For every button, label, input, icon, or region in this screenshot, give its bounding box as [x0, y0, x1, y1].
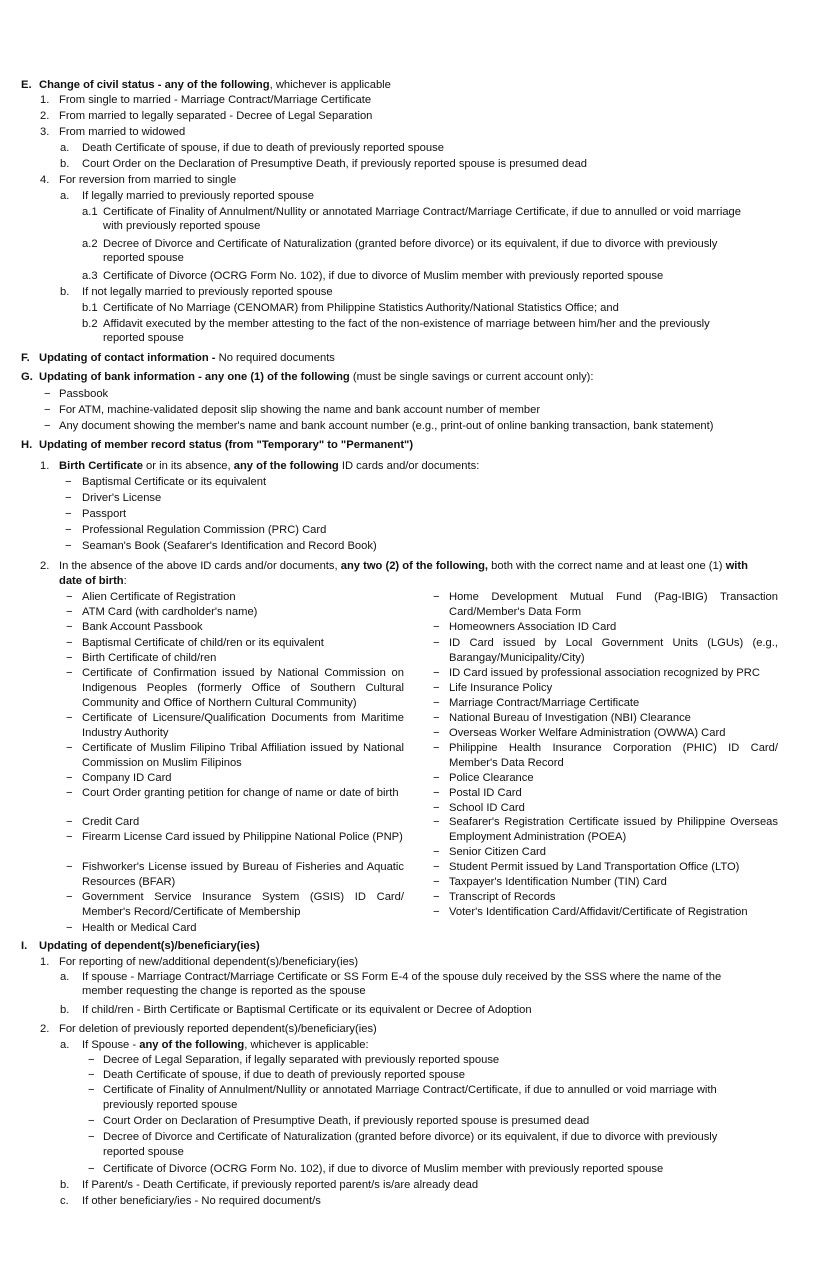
list-item-text: Homeowners Association ID Card: [449, 621, 617, 633]
list-marker: −: [66, 742, 73, 754]
list-item: reported spouse: [103, 252, 184, 264]
list-item: Birth Certificate or in its absence, any of the following ID cards and/or documents:: [59, 460, 480, 472]
list-item-text: Bank Account Passbook: [82, 621, 203, 633]
list-marker: −: [433, 682, 440, 694]
list-marker: −: [88, 1115, 95, 1127]
list-marker: −: [88, 1084, 95, 1096]
list-item-text: Life Insurance Policy: [449, 682, 553, 694]
list-marker: −: [65, 476, 72, 488]
list-marker: −: [66, 831, 73, 843]
list-item: Any document showing the member's name and bank account number (e.g., print-out of online banking transaction, bank statement): [59, 420, 714, 432]
section-f-title: Updating of contact information - No required documents: [39, 352, 335, 364]
list-item-text: Senior Citizen Card: [449, 846, 547, 858]
list-marker: −: [433, 712, 440, 724]
list-marker: −: [88, 1069, 95, 1081]
list-item: Certificate of Divorce (OCRG Form No. 102), if due to divorce of Muslim member with previously reported spouse: [103, 270, 664, 282]
list-item: with previously reported spouse: [103, 220, 261, 232]
list-item: If Spouse - any of the following, whichever is applicable:: [82, 1039, 369, 1051]
list-marker: −: [433, 697, 440, 709]
list-item: From married to widowed: [59, 126, 186, 138]
list-item: Driver's License: [82, 492, 162, 504]
list-item-text: Company ID Card: [82, 772, 172, 784]
list-item-text: Voter's Identification Card/Affidavit/Certificate of Registration: [449, 906, 748, 918]
list-item-text: ATM Card (with cardholder's name): [82, 606, 258, 618]
list-item-text: Baptismal Certificate of child/ren or its equivalent: [82, 637, 324, 649]
list-item-text: Firearm License Card issued by Philippine National Police (PNP): [82, 831, 403, 843]
list-item: Certificate of Divorce (OCRG Form No. 102), if due to divorce of Muslim member with previously reported spouse: [103, 1163, 664, 1175]
list-item: If not legally married to previously reported spouse: [82, 286, 333, 298]
list-marker: a.2: [82, 238, 98, 250]
list-marker: 2.: [40, 110, 50, 122]
list-marker: b.: [60, 158, 70, 170]
list-item-text: Philippine Health Insurance Corporation (PHIC) ID Card/ Member's Data Record: [449, 742, 778, 769]
list-item: If other beneficiary/ies - No required document/s: [82, 1195, 321, 1207]
list-item-text: National Bureau of Investigation (NBI) Clearance: [449, 712, 691, 724]
section-g-title: Updating of bank information - any one (1) of the following (must be single savings or current account only):: [39, 371, 594, 383]
list-item-text: Home Development Mutual Fund (Pag-IBIG) Transaction Card/Member's Data Form: [449, 591, 778, 618]
list-marker: 4.: [40, 174, 50, 186]
list-item-text: Student Permit issued by Land Transportation Office (LTO): [449, 861, 740, 873]
list-item: From married to legally separated - Decree of Legal Separation: [59, 110, 373, 122]
list-marker: −: [433, 876, 440, 888]
list-item-text: Police Clearance: [449, 772, 534, 784]
list-item: If legally married to previously reported spouse: [82, 190, 314, 202]
list-item: From single to married - Marriage Contract/Marriage Certificate: [59, 94, 372, 106]
section-i-letter: I.: [21, 940, 28, 952]
list-item-text: Transcript of Records: [449, 891, 556, 903]
list-marker: b.: [60, 286, 70, 298]
list-item: If child/ren - Birth Certificate or Baptismal Certificate or its equivalent or Decree of Adoption: [82, 1004, 532, 1016]
list-item: reported spouse: [103, 332, 184, 344]
list-item-text: Court Order granting petition for change of name or date of birth: [82, 787, 399, 799]
list-marker: −: [433, 667, 440, 679]
list-marker: 1.: [40, 956, 50, 968]
list-item-text: ID Card issued by Local Government Units (LGUs) (e.g., Barangay/Municipality/City): [449, 637, 778, 664]
list-marker: −: [433, 787, 440, 799]
list-marker: −: [65, 540, 72, 552]
list-item: Decree of Divorce and Certificate of Naturalization (granted before divorce) or its equivalent, if due to divorce with previously: [103, 238, 718, 250]
list-marker: −: [433, 816, 440, 828]
list-marker: −: [65, 492, 72, 504]
section-e-title: Change of civil status - any of the following, whichever is applicable: [39, 79, 391, 91]
list-item-text: Health or Medical Card: [82, 922, 197, 934]
list-item: For ATM, machine-validated deposit slip showing the name and bank account number of member: [59, 404, 541, 416]
list-marker: b.2: [82, 318, 98, 330]
list-item: For reversion from married to single: [59, 174, 237, 186]
list-marker: b.: [60, 1004, 70, 1016]
section-h-title: Updating of member record status (from "Temporary" to "Permanent"): [39, 439, 414, 451]
list-item-text: School ID Card: [449, 802, 525, 814]
list-marker: −: [433, 861, 440, 873]
list-item: If Parent/s - Death Certificate, if previously reported parent/s is/are already dead: [82, 1179, 479, 1191]
list-marker: −: [433, 846, 440, 858]
list-marker: −: [433, 591, 440, 603]
list-marker: −: [65, 508, 72, 520]
list-marker: −: [44, 388, 51, 400]
list-marker: −: [433, 637, 440, 649]
list-marker: a.: [60, 1039, 70, 1051]
list-item: Passport: [82, 508, 127, 520]
list-marker: a.: [60, 142, 70, 154]
section-f-letter: F.: [21, 352, 30, 364]
list-marker: −: [88, 1131, 95, 1143]
list-marker: 2.: [40, 1023, 50, 1035]
list-marker: c.: [60, 1195, 69, 1207]
list-item: Decree of Divorce and Certificate of Naturalization (granted before divorce) or its equivalent, if due to divorce with previously: [103, 1131, 718, 1143]
section-h-letter: H.: [21, 439, 33, 451]
list-marker: −: [433, 802, 440, 814]
list-item-text: Government Service Insurance System (GSIS) ID Card/ Member's Record/Certificate of Membership: [82, 891, 404, 918]
list-marker: −: [88, 1163, 95, 1175]
list-marker: −: [66, 787, 73, 799]
list-marker: −: [433, 621, 440, 633]
list-marker: −: [66, 772, 73, 784]
list-marker: 2.: [40, 560, 50, 572]
list-item-text: Seafarer's Registration Certificate issued by Philippine Overseas Employment Administration (POEA): [449, 816, 778, 843]
list-item-text: Postal ID Card: [449, 787, 522, 799]
section-g-letter: G.: [21, 371, 33, 383]
list-marker: −: [66, 606, 73, 618]
list-item-text: Certificate of Muslim Filipino Tribal Affiliation issued by National Commission on Muslim Filipinos: [82, 742, 404, 769]
list-item: For deletion of previously reported dependent(s)/beneficiary(ies): [59, 1023, 377, 1035]
list-item: Baptismal Certificate or its equivalent: [82, 476, 267, 488]
list-marker: 3.: [40, 126, 50, 138]
list-marker: −: [66, 637, 73, 649]
list-marker: a.1: [82, 206, 98, 218]
list-item: In the absence of the above ID cards and/or documents, any two (2) of the following, both with the correct name and at least one (1) with: [59, 560, 748, 572]
list-marker: −: [66, 591, 73, 603]
list-item: Decree of Legal Separation, if legally separated with previously reported spouse: [103, 1054, 500, 1066]
list-item: Death Certificate of spouse, if due to death of previously reported spouse: [82, 142, 444, 154]
list-marker: −: [66, 922, 73, 934]
list-marker: −: [433, 906, 440, 918]
list-item: Seaman's Book (Seafarer's Identification and Record Book): [82, 540, 377, 552]
list-item: Death Certificate of spouse, if due to death of previously reported spouse: [103, 1069, 465, 1081]
list-marker: −: [433, 772, 440, 784]
section-i-title: Updating of dependent(s)/beneficiary(ies): [39, 940, 260, 952]
list-item: previously reported spouse: [103, 1099, 238, 1111]
list-marker: b.: [60, 1179, 70, 1191]
list-item: reported spouse: [103, 1146, 184, 1158]
list-marker: −: [44, 404, 51, 416]
list-item: member requesting the change is reported as the spouse: [82, 985, 366, 997]
list-item: Professional Regulation Commission (PRC) Card: [82, 524, 327, 536]
list-marker: −: [88, 1054, 95, 1066]
list-item-text: Birth Certificate of child/ren: [82, 652, 217, 664]
list-marker: −: [433, 891, 440, 903]
list-marker: a.: [60, 971, 70, 983]
list-marker: 1.: [40, 94, 50, 106]
list-marker: −: [66, 667, 73, 679]
list-item: date of birth:: [59, 575, 127, 587]
list-item: Court Order on Declaration of Presumptive Death, if previously reported spouse is presumed dead: [103, 1115, 590, 1127]
list-item: For reporting of new/additional dependent(s)/beneficiary(ies): [59, 956, 359, 968]
list-item: If spouse - Marriage Contract/Marriage Certificate or SS Form E-4 of the spouse duly received by the SSS where the name of the: [82, 971, 722, 983]
list-marker: −: [44, 420, 51, 432]
list-marker: −: [66, 621, 73, 633]
list-marker: −: [66, 891, 73, 903]
list-item: Affidavit executed by the member attesting to the fact of the non-existence of marriage between him/her and the previously: [103, 318, 710, 330]
list-item-text: Certificate of Licensure/Qualification Documents from Maritime Industry Authority: [82, 712, 404, 739]
list-item: Certificate of Finality of Annulment/Nullity or annotated Marriage Contract/Marriage Certificate, if due to annulled or void marriage: [103, 206, 741, 218]
list-item: Certificate of No Marriage (CENOMAR) from Philippine Statistics Authority/National Statistics Office; and: [103, 302, 619, 314]
list-marker: a.3: [82, 270, 98, 282]
list-marker: −: [66, 652, 73, 664]
list-marker: b.1: [82, 302, 98, 314]
list-item-text: Taxpayer's Identification Number (TIN) Card: [449, 876, 667, 888]
list-marker: −: [66, 861, 73, 873]
list-marker: −: [433, 742, 440, 754]
list-item-text: Overseas Worker Welfare Administration (OWWA) Card: [449, 727, 726, 739]
list-item: Passbook: [59, 388, 109, 400]
list-marker: 1.: [40, 460, 50, 472]
list-marker: −: [66, 816, 73, 828]
list-item: Court Order on the Declaration of Presumptive Death, if previously reported spouse is presumed dead: [82, 158, 587, 170]
list-item-text: Certificate of Confirmation issued by National Commission on Indigenous Peoples (formerly Office of Southern Cultural Community and Office of Northern Cultural Community): [82, 667, 404, 709]
list-item-text: Marriage Contract/Marriage Certificate: [449, 697, 640, 709]
list-item-text: Credit Card: [82, 816, 140, 828]
list-item-text: Alien Certificate of Registration: [82, 591, 236, 603]
list-marker: −: [66, 712, 73, 724]
list-item-text: ID Card issued by professional association recognized by PRC: [449, 667, 760, 679]
section-e-letter: E.: [21, 79, 32, 91]
list-marker: a.: [60, 190, 70, 202]
list-item: Certificate of Finality of Annulment/Nullity or annotated Marriage Contract/Certificate, if due to annulled or void marriage with: [103, 1084, 717, 1096]
list-marker: −: [65, 524, 72, 536]
list-item-text: Fishworker's License issued by Bureau of Fisheries and Aquatic Resources (BFAR): [82, 861, 404, 888]
list-marker: −: [433, 727, 440, 739]
